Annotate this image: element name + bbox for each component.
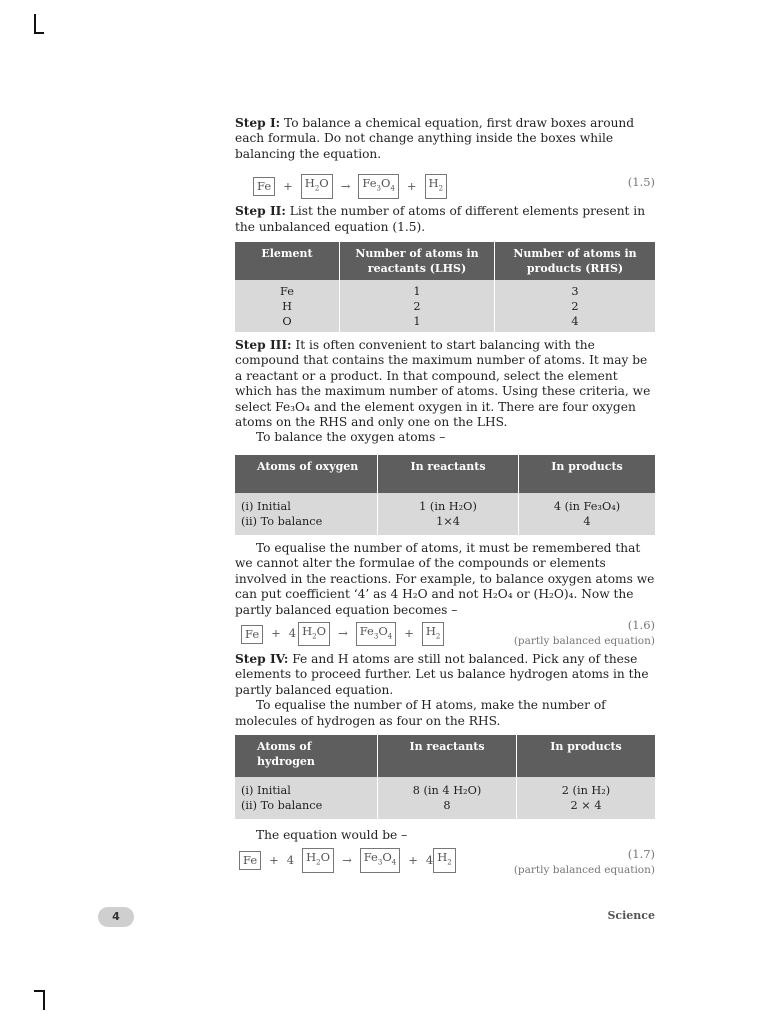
formula-box-fe3o4: $Fe_3O_4$ (358, 174, 399, 198)
step-4-text: Fe and H atoms are still not balanced. Pick any of these elements to proceed further. Let us balance hydrogen atoms in the partly balanced equation. (235, 651, 649, 697)
table-cell: 4 (495, 314, 656, 332)
table-row (235, 514, 655, 535)
table-cell: 1×4 (378, 514, 519, 535)
crop-mark-top (34, 32, 44, 34)
table-row (235, 493, 655, 514)
table-header: In reactants (378, 735, 517, 777)
oxygen-table (235, 455, 655, 535)
equation-formula (241, 622, 444, 646)
equation-number: (1.7) (627, 847, 655, 862)
table-header: Atoms of hydrogen (235, 735, 378, 777)
equation-formula (253, 174, 447, 198)
coefficient: 4 (286, 852, 295, 867)
coefficient: 4 (425, 852, 434, 867)
equation-note: (partly balanced equation) (513, 864, 655, 877)
equation-formula (239, 848, 456, 872)
table-cell: Fe (235, 280, 340, 299)
table-header: Number of atoms in reactants (LHS) (340, 242, 495, 280)
formula-box-h2o: $H_2O$ (302, 848, 334, 872)
plus-sign: + (283, 178, 293, 193)
table-cell: 2 (495, 299, 656, 314)
formula-box-fe3o4: $Fe_3O_4$ (356, 622, 397, 646)
step-2-paragraph (235, 204, 655, 235)
formula-box-fe3o4: $Fe_3O_4$ (360, 848, 401, 872)
equation-1-6 (235, 618, 655, 652)
table-cell: 8 (378, 798, 517, 819)
plus-sign: + (271, 626, 281, 641)
plus-sign: + (408, 852, 418, 867)
step-4-paragraph (235, 652, 655, 698)
table-header: In reactants (378, 455, 519, 493)
step-2-text: List the number of atoms of different elements present in the unbalanced equation (1.5). (235, 204, 646, 234)
table-cell: 4 (519, 514, 656, 535)
arrow: → (338, 626, 348, 641)
table-row (235, 299, 655, 314)
atoms-table (235, 242, 655, 332)
table-header: In products (517, 735, 656, 777)
table-cell: 1 (in H₂O) (378, 493, 519, 514)
step-4-text-2: To equalise the number of H atoms, make the number of molecules of hydrogen as four on the RHS. (235, 698, 606, 728)
formula-box-fe: Fe (239, 851, 261, 870)
step-1-text: To balance a chemical equation, first draw boxes around each formula. Do not change anything inside the boxes while balancing the equation. (235, 116, 635, 161)
table-cell: (ii) To balance (235, 798, 378, 819)
table-cell: 8 (in 4 H₂O) (378, 777, 517, 798)
formula-box-fe: Fe (241, 625, 263, 644)
step-1-paragraph (235, 116, 655, 162)
table-cell: O (235, 314, 340, 332)
coefficient: 4 (288, 626, 297, 641)
equation-1-7 (235, 843, 655, 877)
table-cell: 1 (340, 280, 495, 299)
table-row (235, 280, 655, 299)
table-header: In products (519, 455, 656, 493)
formula-box-h2: $H_2$ (425, 174, 448, 198)
equalise-paragraph: To equalise the number of atoms, it must be remembered that we cannot alter the formulae of the compounds or elements involved in the reactions. For example, to balance oxygen atoms we can put coefficient ‘4’ as 4 H₂O and not H₂O₄ or (H₂O)₄. Now the partly balanced equation becomes – (235, 540, 655, 617)
crop-mark-bottom (34, 990, 44, 992)
table-cell: 2 (in H₂) (517, 777, 656, 798)
arrow: → (342, 852, 352, 867)
step-3-paragraph (235, 338, 655, 430)
formula-box-fe: Fe (253, 177, 275, 196)
table-cell: 2 (340, 299, 495, 314)
crop-mark-bottom (43, 990, 45, 1010)
plus-sign: + (406, 178, 417, 193)
plus-sign: + (269, 852, 279, 867)
step-1-label: Step I: (235, 116, 281, 130)
table-cell: 2 × 4 (517, 798, 656, 819)
formula-box-h2: $H_2$ (422, 622, 445, 646)
table-cell: (i) Initial (235, 493, 378, 514)
crop-mark-top (34, 14, 36, 34)
page-content (235, 116, 655, 877)
formula-box-h2o: $H_2O$ (301, 174, 333, 198)
step-2-label: Step II: (235, 204, 286, 219)
equation-note: (partly balanced equation) (513, 634, 655, 647)
equation-number: (1.5) (627, 175, 655, 190)
equation-number: (1.6) (627, 617, 655, 632)
table-cell: (i) Initial (235, 777, 378, 798)
table-row (235, 777, 655, 798)
table-cell: 3 (495, 280, 656, 299)
table-cell: 4 (in Fe₃O₄) (519, 493, 656, 514)
table-row (235, 314, 655, 332)
table-header: Number of atoms in products (RHS) (495, 242, 656, 280)
table-cell: H (235, 299, 340, 314)
step-3-label: Step III: (235, 338, 292, 353)
equation-1-5 (235, 170, 655, 198)
table-cell: (ii) To balance (235, 514, 378, 535)
table-header: Atoms of oxygen (235, 455, 378, 493)
arrow: → (340, 178, 351, 193)
table-header: Element (235, 242, 340, 280)
formula-box-h2: $H_2$ (433, 848, 456, 872)
table-cell: 1 (340, 314, 495, 332)
hydrogen-table (235, 735, 655, 819)
page-number-badge: 4 (98, 907, 134, 927)
formula-box-h2o: $H_2O$ (298, 622, 330, 646)
table-row (235, 798, 655, 819)
step-3-text: It is often convenient to start balancing with the compound that contains the maximum number of atoms. It may be a reactant or a product. In that compound, select the element which has the maximum number of atoms. Using these criteria, we select Fe₃O₄ and the element oxygen in it. There are four oxygen atoms on the RHS and only one on the LHS. (235, 338, 651, 430)
step-3-text-2: To balance the oxygen atoms – (256, 430, 446, 445)
step-4-label: Step IV: (235, 651, 289, 666)
plus-sign: + (404, 626, 414, 641)
book-title: Science (607, 909, 655, 922)
equation-intro: The equation would be – (256, 827, 408, 842)
